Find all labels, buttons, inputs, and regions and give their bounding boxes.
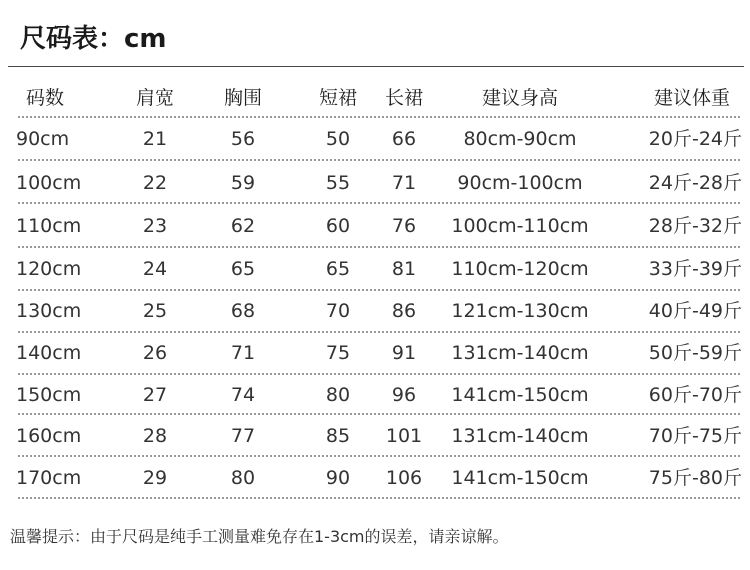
title-divider — [8, 66, 744, 67]
cell-bust: 68 — [230, 300, 256, 322]
cell-shoulder-width: 28 — [142, 425, 168, 447]
cell-bust: 74 — [230, 384, 256, 406]
header-short-skirt: 短裙 — [318, 87, 358, 109]
cell-suggested-height: 141cm-150cm — [451, 384, 589, 406]
cell-bust: 77 — [230, 425, 256, 447]
cell-size: 140cm — [16, 342, 82, 364]
cell-bust: 71 — [230, 342, 256, 364]
cell-shoulder-width: 26 — [142, 342, 168, 364]
cell-suggested-height: 141cm-150cm — [451, 467, 589, 489]
row-divider — [18, 202, 740, 204]
cell-size: 100cm — [16, 172, 82, 194]
header-bust: 胸围 — [223, 87, 263, 109]
cell-suggested-height: 100cm-110cm — [451, 215, 589, 237]
cell-suggested-weight: 24斤-28斤 — [648, 172, 742, 194]
row-divider — [18, 159, 740, 161]
cell-suggested-weight: 50斤-59斤 — [648, 342, 742, 364]
row-divider — [18, 413, 740, 415]
cell-long-skirt: 86 — [391, 300, 417, 322]
cell-suggested-height: 131cm-140cm — [451, 342, 589, 364]
cell-suggested-weight: 70斤-75斤 — [648, 425, 742, 447]
cell-long-skirt: 76 — [391, 215, 417, 237]
cell-short-skirt: 80 — [325, 384, 351, 406]
cell-long-skirt: 106 — [385, 467, 423, 489]
size-note: 温馨提示：由于尺码是纯手工测量难免存在1-3cm的误差，请亲谅解。 — [10, 527, 509, 546]
cell-size: 150cm — [16, 384, 82, 406]
cell-short-skirt: 75 — [325, 342, 351, 364]
cell-size: 160cm — [16, 425, 82, 447]
cell-bust: 80 — [230, 467, 256, 489]
row-divider — [18, 497, 740, 499]
cell-long-skirt: 91 — [391, 342, 417, 364]
cell-suggested-height: 110cm-120cm — [451, 258, 589, 280]
row-divider — [18, 289, 740, 291]
cell-suggested-height: 121cm-130cm — [451, 300, 589, 322]
cell-short-skirt: 65 — [325, 258, 351, 280]
row-divider — [18, 116, 740, 118]
header-shoulder-width: 肩宽 — [135, 87, 175, 109]
cell-bust: 65 — [230, 258, 256, 280]
cell-shoulder-width: 25 — [142, 300, 168, 322]
cell-long-skirt: 81 — [391, 258, 417, 280]
cell-short-skirt: 55 — [325, 172, 351, 194]
cell-suggested-weight: 75斤-80斤 — [648, 467, 742, 489]
cell-long-skirt: 96 — [391, 384, 417, 406]
page-title: 尺码表：cm — [20, 24, 167, 54]
cell-short-skirt: 50 — [325, 128, 351, 150]
cell-suggested-weight: 28斤-32斤 — [648, 215, 742, 237]
cell-size: 120cm — [16, 258, 82, 280]
cell-size: 130cm — [16, 300, 82, 322]
row-divider — [18, 373, 740, 375]
cell-size: 170cm — [16, 467, 82, 489]
header-size: 码数 — [25, 87, 65, 109]
cell-shoulder-width: 24 — [142, 258, 168, 280]
cell-long-skirt: 66 — [391, 128, 417, 150]
cell-suggested-height: 90cm-100cm — [457, 172, 583, 194]
cell-shoulder-width: 21 — [142, 128, 168, 150]
cell-short-skirt: 90 — [325, 467, 351, 489]
row-divider — [18, 331, 740, 333]
cell-bust: 59 — [230, 172, 256, 194]
cell-suggested-height: 131cm-140cm — [451, 425, 589, 447]
cell-short-skirt: 70 — [325, 300, 351, 322]
cell-suggested-weight: 20斤-24斤 — [648, 128, 742, 150]
cell-short-skirt: 85 — [325, 425, 351, 447]
header-suggested-weight: 建议体重 — [653, 87, 731, 109]
cell-long-skirt: 101 — [385, 425, 423, 447]
cell-shoulder-width: 27 — [142, 384, 168, 406]
row-divider — [18, 455, 740, 457]
cell-size: 110cm — [16, 215, 82, 237]
cell-suggested-weight: 33斤-39斤 — [648, 258, 742, 280]
row-divider — [18, 246, 740, 248]
header-long-skirt: 长裙 — [384, 87, 424, 109]
header-suggested-height: 建议身高 — [481, 87, 559, 109]
cell-suggested-weight: 60斤-70斤 — [648, 384, 742, 406]
cell-suggested-height: 80cm-90cm — [463, 128, 577, 150]
cell-bust: 56 — [230, 128, 256, 150]
cell-shoulder-width: 29 — [142, 467, 168, 489]
cell-suggested-weight: 40斤-49斤 — [648, 300, 742, 322]
cell-shoulder-width: 22 — [142, 172, 168, 194]
cell-bust: 62 — [230, 215, 256, 237]
cell-long-skirt: 71 — [391, 172, 417, 194]
cell-size: 90cm — [16, 128, 70, 150]
cell-shoulder-width: 23 — [142, 215, 168, 237]
cell-short-skirt: 60 — [325, 215, 351, 237]
